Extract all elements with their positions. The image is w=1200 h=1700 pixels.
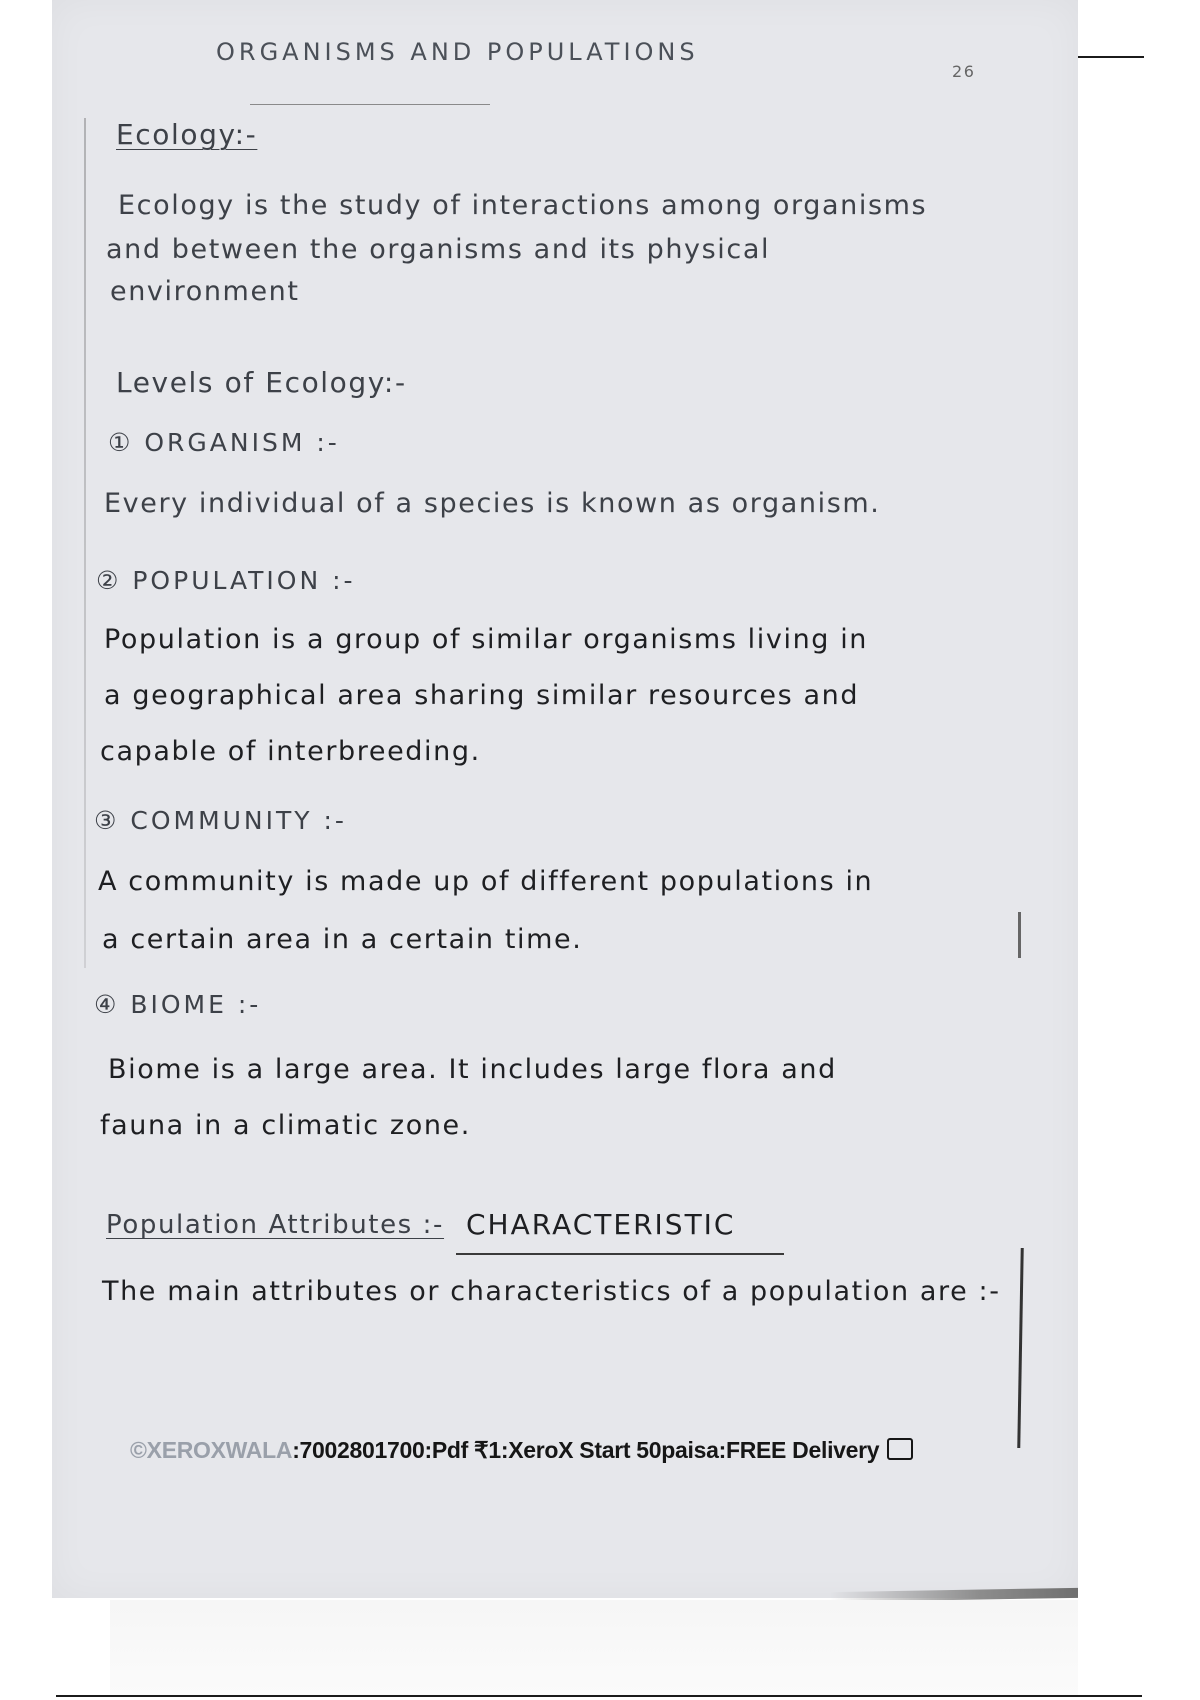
ecology-definition-line-3: environment <box>110 276 300 307</box>
ecology-definition-line-1: Ecology is the study of interactions among organisms <box>118 190 928 221</box>
top-rule <box>1078 56 1144 58</box>
attributes-heading: Population Attributes :- <box>106 1210 445 1240</box>
title-underline <box>250 104 490 105</box>
margin-line <box>84 118 86 968</box>
biome-definition-line-1: Biome is a large area. It includes large flora and <box>108 1054 837 1085</box>
organism-definition: Every individual of a species is known as organism. <box>104 488 881 519</box>
community-definition-line-1: A community is made up of different populations in <box>98 866 874 897</box>
ecology-heading: Ecology:- <box>116 118 258 151</box>
characteristic-underline <box>456 1253 784 1255</box>
characteristic-heading: CHARACTERISTIC <box>466 1208 736 1241</box>
population-definition-line-3: capable of interbreeding. <box>100 736 481 767</box>
population-heading: ② POPULATION :- <box>96 566 356 595</box>
margin-tick <box>1018 912 1021 958</box>
bottom-rule <box>56 1695 1142 1697</box>
community-heading: ③ COMMUNITY :- <box>94 806 347 835</box>
organism-heading: ① ORGANISM :- <box>108 428 340 457</box>
footer-watermark: ©XEROXWALA <box>130 1437 293 1463</box>
attributes-intro: The main attributes or characteristics of a population are :- <box>102 1276 1001 1307</box>
footer-text: :7002801700:Pdf ₹1:XeroX Start 50paisa:FREE Delivery <box>292 1437 880 1463</box>
levels-heading: Levels of Ecology:- <box>116 366 407 399</box>
delivery-icon <box>887 1438 913 1460</box>
population-definition-line-1: Population is a group of similar organisms living in <box>104 624 869 655</box>
footer-banner <box>130 1437 913 1464</box>
biome-heading: ④ BIOME :- <box>94 990 262 1019</box>
page-title: ORGANISMS AND POPULATIONS <box>216 38 699 66</box>
biome-definition-line-2: fauna in a climatic zone. <box>100 1110 471 1141</box>
scan-lower-strip <box>110 1600 1078 1696</box>
ecology-definition-line-2: and between the organisms and its physical <box>106 234 771 265</box>
population-definition-line-2: a geographical area sharing similar resources and <box>104 680 860 711</box>
page-number: 26 <box>952 62 976 81</box>
community-definition-line-2: a certain area in a certain time. <box>102 924 583 955</box>
